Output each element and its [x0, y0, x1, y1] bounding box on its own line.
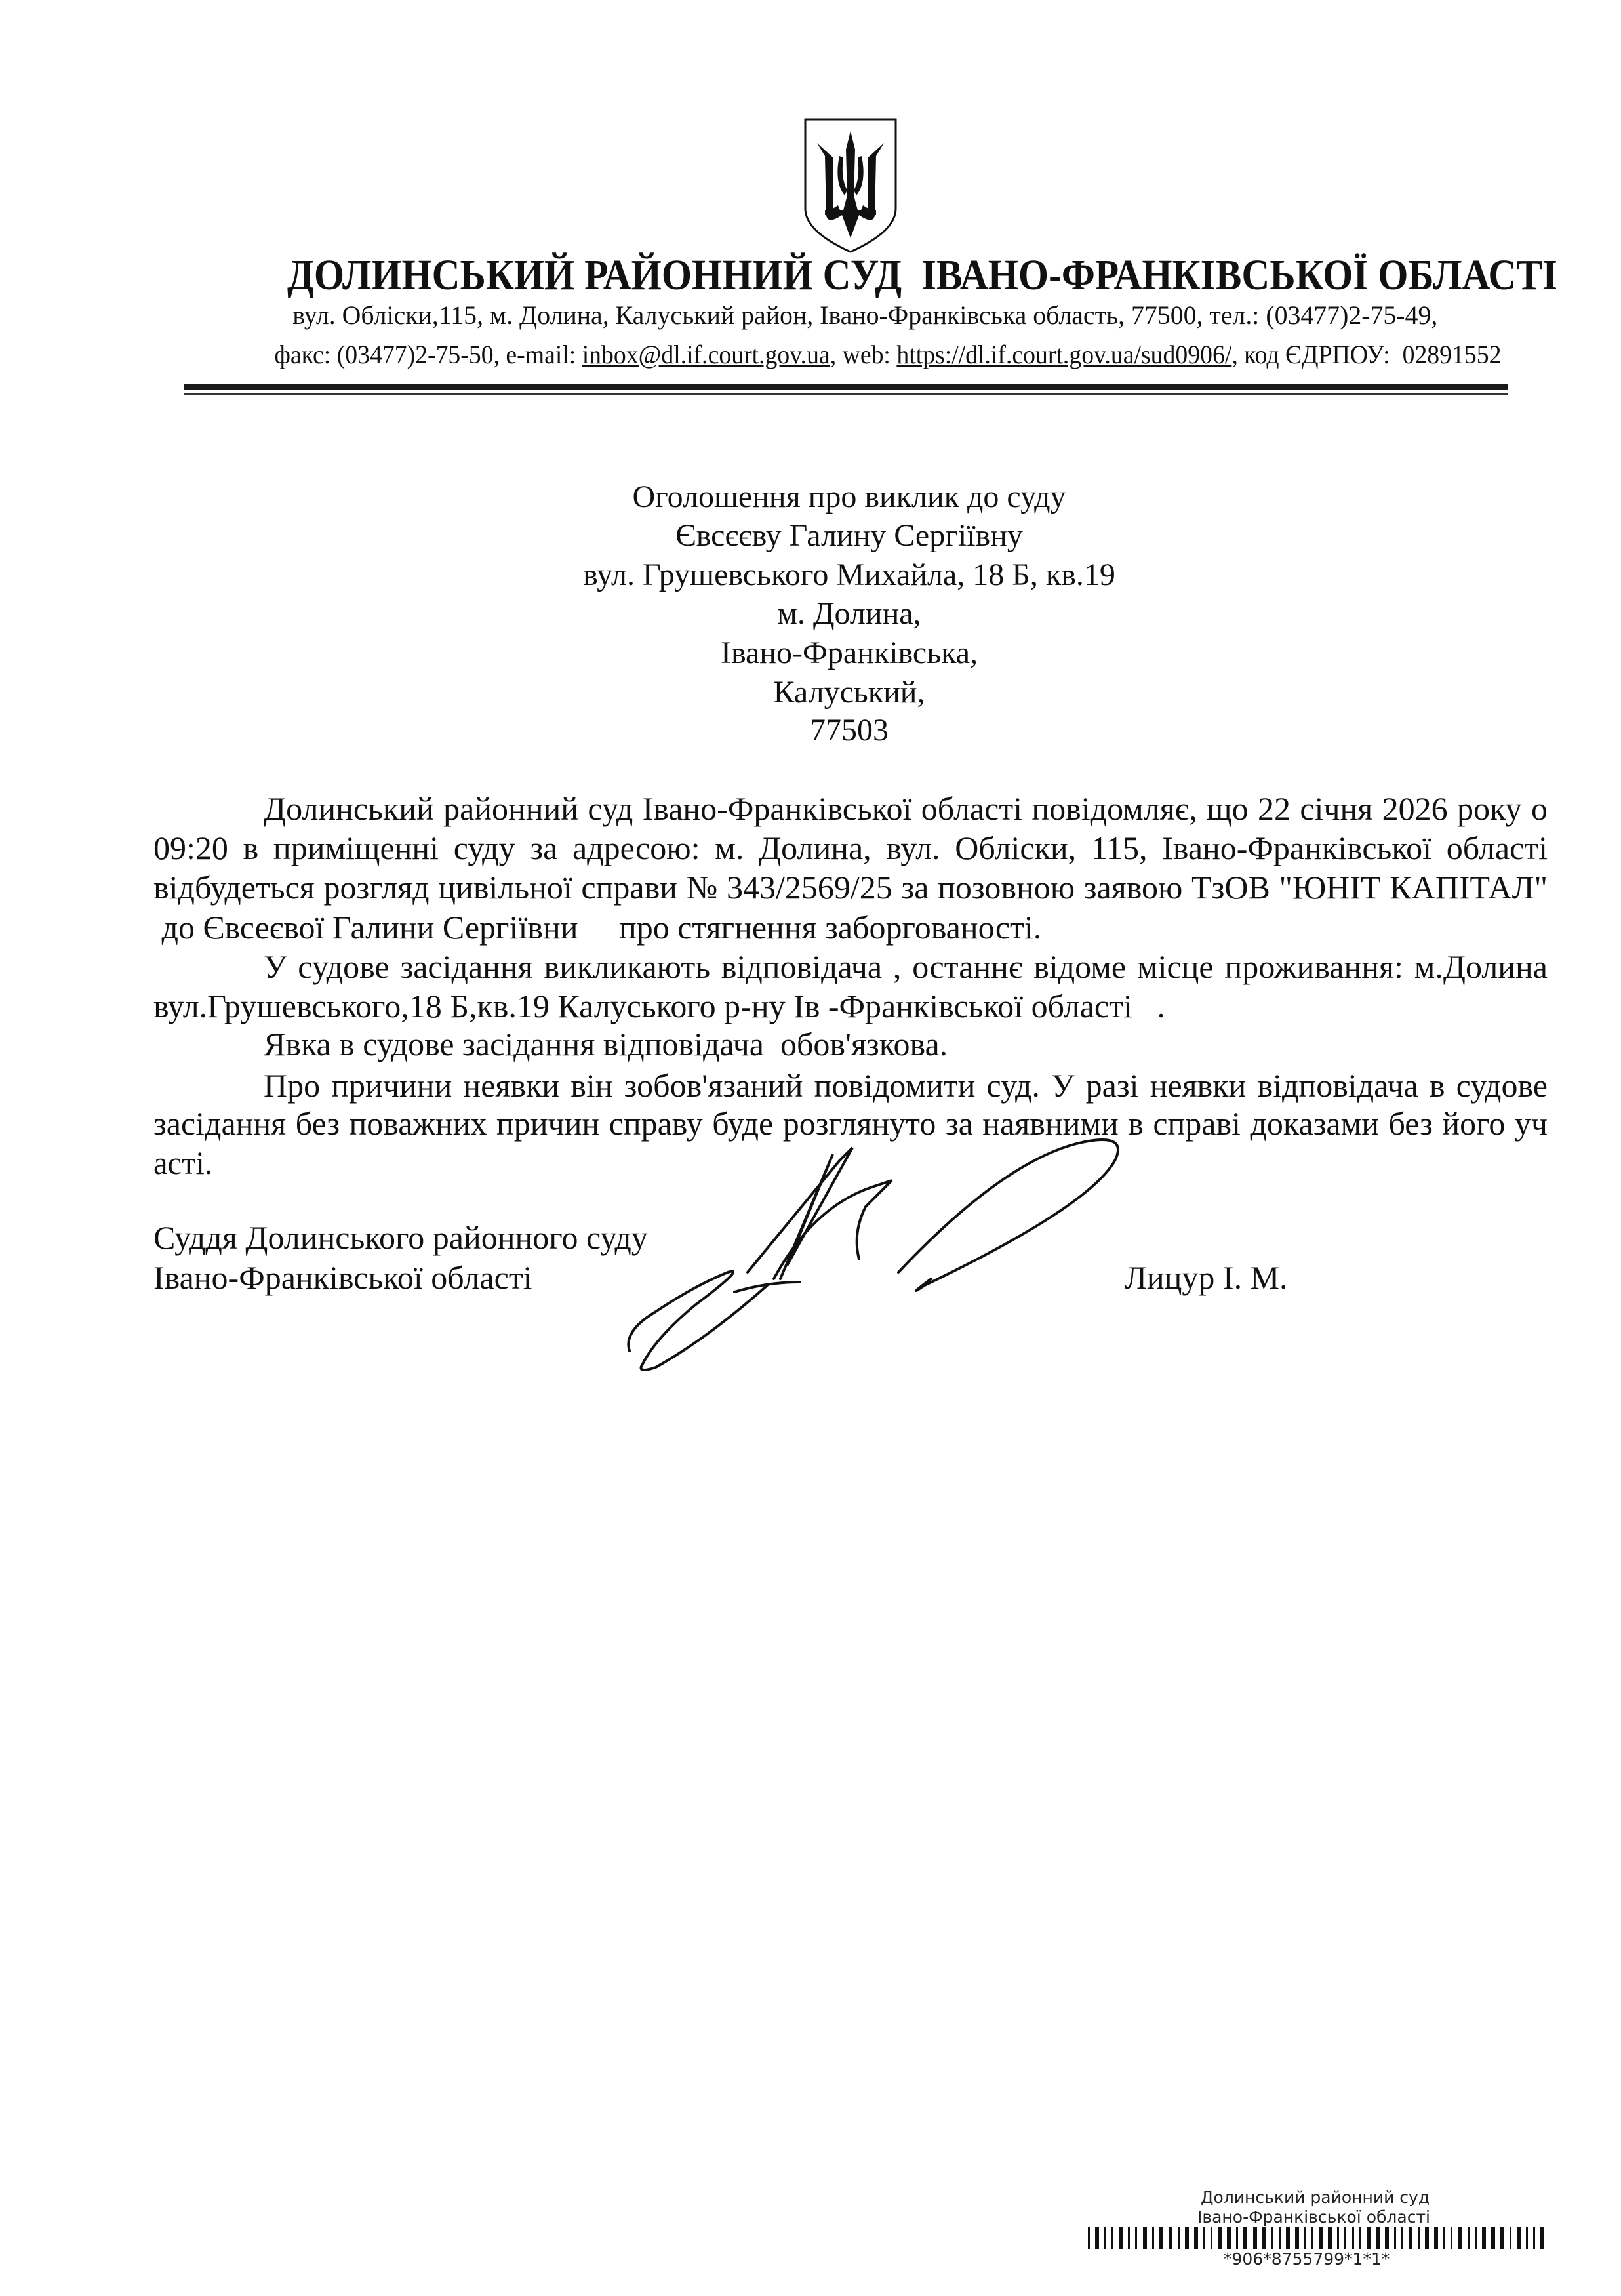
addressee-city: м. Долина,: [777, 596, 921, 631]
barcode-bar: [1367, 2227, 1371, 2249]
website-link[interactable]: https://dl.if.court.gov.ua/sud0906/: [896, 340, 1232, 369]
barcode-bar: [1475, 2227, 1477, 2249]
barcode-bar: [1394, 2227, 1396, 2249]
barcode-bar: [1344, 2227, 1346, 2249]
body-line: вул.Грушевського,18 Б,кв.19 Калуського р-ну Ів -Франківської області .: [153, 988, 1165, 1024]
barcode-bar: [1271, 2227, 1273, 2249]
body-line: 09:20 в приміщенні суду за адресою: м. Долина, вул. Обліски, 115, Івано-Франківської області: [153, 830, 1548, 866]
barcode-bar: [1319, 2227, 1323, 2249]
barcode-bar: [1111, 2227, 1113, 2249]
trident-emblem-icon: [801, 117, 900, 254]
barcode-code: *906*8755799*1*1*: [1224, 2249, 1390, 2268]
barcode-bar: [1286, 2227, 1290, 2249]
barcode-bar: [1517, 2227, 1521, 2249]
barcode-bar: [1295, 2227, 1299, 2249]
barcode-bar: [1311, 2227, 1313, 2249]
barcode-bar: [1337, 2227, 1339, 2249]
document-barcode: [1088, 2227, 1545, 2249]
footer-court-name-line1: Долинський районний суд: [1201, 2188, 1430, 2207]
barcode-bar: [1119, 2227, 1123, 2249]
barcode-bar: [1104, 2227, 1106, 2249]
barcode-bar: [1409, 2227, 1412, 2249]
barcode-bar: [1236, 2227, 1238, 2249]
web-label: , web:: [830, 340, 897, 369]
barcode-bar: [1526, 2227, 1528, 2249]
barcode-bar: [1262, 2227, 1266, 2249]
barcode-bar: [1178, 2227, 1180, 2249]
addressee-district: Калуський,: [773, 675, 925, 710]
handwritten-signature: [616, 1115, 1272, 1377]
barcode-bar: [1211, 2227, 1212, 2249]
fax-label: факс: (03477)2-75-50, e-mail:: [274, 340, 582, 369]
court-name-heading: ДОЛИНСЬКИЙ РАЙОННИЙ СУД ІВАНО-ФРАНКІВСЬКОЇ ОБЛАСТІ: [287, 251, 1557, 299]
barcode-bar: [1510, 2227, 1511, 2249]
body-line: Про причини неявки він зобов'язаний повідомити суд. У разі неявки відповідача в судове: [264, 1067, 1548, 1104]
barcode-bar: [1095, 2227, 1099, 2249]
body-line: Явка в судове засідання відповідача обов'язкова.: [264, 1026, 948, 1062]
barcode-bar: [1359, 2227, 1361, 2249]
barcode-bar: [1451, 2227, 1452, 2249]
barcode-bar: [1533, 2227, 1535, 2249]
body-line: засідання без поважних причин справу буде розглянуто за наявними в справі доказами без його уч: [153, 1105, 1548, 1142]
court-contacts-line: [237, 340, 1502, 370]
judge-name: Лицур І. М.: [1125, 1259, 1288, 1296]
barcode-bar: [1253, 2227, 1257, 2249]
barcode-bar: [1468, 2227, 1470, 2249]
barcode-bar: [1128, 2227, 1130, 2249]
barcode-bar: [1279, 2227, 1281, 2249]
barcode-bar: [1169, 2227, 1172, 2249]
body-line: до Євсеєвої Галини Сергіївни про стягнення заборгованості.: [153, 909, 1042, 946]
barcode-bar: [1491, 2227, 1495, 2249]
body-line: У судове засідання викликають відповідача , останнє відоме місце проживання: м.Долина: [264, 948, 1548, 985]
barcode-bar: [1135, 2227, 1137, 2249]
body-line: асті.: [153, 1144, 212, 1181]
barcode-bar: [1482, 2227, 1486, 2249]
barcode-bar: [1218, 2227, 1222, 2249]
court-address-line: вул. Обліски,115, м. Долина, Калуський район, Івано-Франківська область, 77500, тел.: (03477)2-75-49,: [292, 300, 1438, 330]
barcode-bar: [1088, 2227, 1090, 2249]
addressee-postcode: 77503: [810, 713, 889, 748]
barcode-bar: [1418, 2227, 1420, 2249]
barcode-bar: [1425, 2227, 1429, 2249]
judge-position-line1: Суддя Долинського районного суду: [153, 1219, 648, 1256]
notice-title: Оголошення про виклик до суду: [632, 479, 1066, 514]
barcode-bar: [1243, 2227, 1247, 2249]
barcode-bar: [1500, 2227, 1504, 2249]
barcode-bar: [1443, 2227, 1445, 2249]
header-divider-thick: [184, 384, 1508, 390]
barcode-bar: [1540, 2227, 1544, 2249]
judge-position-line2: Івано-Франківської області: [153, 1259, 532, 1296]
addressee-name: Євсєєву Галину Сергіївну: [675, 518, 1023, 553]
email-link[interactable]: inbox@dl.if.court.gov.ua: [582, 340, 830, 369]
barcode-bar: [1203, 2227, 1205, 2249]
barcode-bar: [1185, 2227, 1189, 2249]
addressee-street: вул. Грушевського Михайла, 18 Б, кв.19: [583, 557, 1115, 592]
barcode-bar: [1376, 2227, 1380, 2249]
addressee-region: Івано-Франківська,: [720, 635, 978, 670]
barcode-bar: [1159, 2227, 1163, 2249]
header-divider-thin: [184, 393, 1508, 395]
barcode-bar: [1328, 2227, 1332, 2249]
edrpou-code: , код ЄДРПОУ: 02891552: [1231, 340, 1502, 369]
barcode-bar: [1194, 2227, 1198, 2249]
barcode-bar: [1385, 2227, 1389, 2249]
body-line: Долинський районний суд Івано-Франківської області повідомляє, що 22 січня 2026 року о: [264, 790, 1548, 827]
footer-court-name-line2: Івано-Франківської області: [1197, 2207, 1430, 2226]
barcode-bar: [1458, 2227, 1462, 2249]
barcode-bar: [1304, 2227, 1306, 2249]
barcode-bar: [1434, 2227, 1438, 2249]
barcode-bar: [1227, 2227, 1231, 2249]
barcode-bar: [1152, 2227, 1154, 2249]
barcode-bar: [1352, 2227, 1354, 2249]
barcode-bar: [1401, 2227, 1403, 2249]
body-line: відбудеться розгляд цивільної справи № 343/2569/25 за позовною заявою ТзОВ "ЮНІТ КАПІТАЛ": [153, 869, 1548, 906]
barcode-bar: [1143, 2227, 1147, 2249]
